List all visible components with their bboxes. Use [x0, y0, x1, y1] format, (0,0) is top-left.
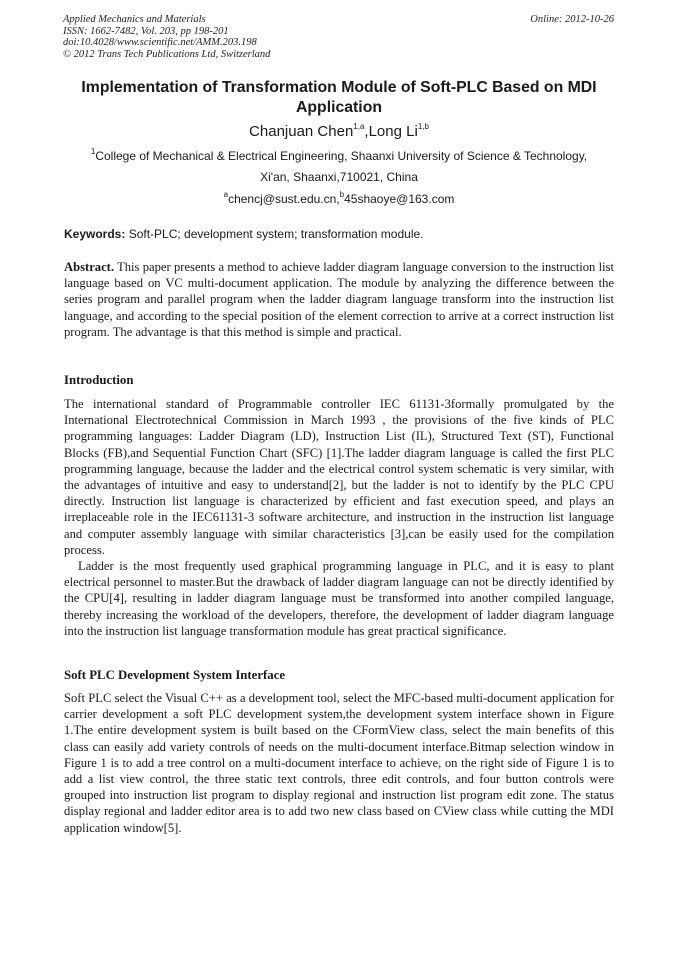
- author-line: [60, 122, 618, 142]
- section-heading-soft-plc: Soft PLC Development System Interface: [64, 668, 286, 682]
- keywords-label: Keywords:: [64, 227, 126, 241]
- journal-header: [63, 14, 270, 60]
- issn-line: ISSN: 1662-7482, Vol. 203, pp 198-201: [63, 25, 229, 37]
- copyright-line: © 2012 Trans Tech Publications Ltd, Switzerland: [63, 48, 271, 60]
- affiliation-line-1: College of Mechanical & Electrical Engineering, Shaanxi University of Science & Technology,: [95, 149, 588, 163]
- paragraph: The international standard of Programmable controller IEC 61131-3formally promulgated by the International Electrotechnical Commission in March 1993 , the provisions of the five kinds of PLC programming languages: Ladder Diagram (LD), Instruction List (IL), Structured Text (ST), Functional Blocks (FB),and Sequential Function Chart (SFC) [1].The ladder diagram language is called the first PLC programming language, because the ladder and the electrical control system schematic is very similar, with the advantages of intuitive and easy to understand[2], but the ladder is not to identify by the PLC CPU directly. Instruction list language is characterized by efficient and fast execution speed, and plays an irreplaceable role in the IEC61131-3 software architecture, and instruction in the instruction list language and computer assembly language with similar characteristics [3],can be easily used for the compilation process.: [64, 397, 614, 557]
- affiliation: [60, 146, 618, 188]
- journal-name: Applied Mechanics and Materials: [63, 14, 206, 25]
- introduction-body: [64, 396, 614, 639]
- doi-line: doi:10.4028/www.scientific.net/AMM.203.198: [63, 37, 257, 49]
- keywords-text: Soft-PLC; development system; transformation module.: [125, 227, 424, 241]
- abstract-text: This paper presents a method to achieve ladder diagram language conversion to the instruction list language based on VC multi-document application. The module by analyzing the difference between the series program and parallel program when the ladder diagram language transform into the instruction list language, and according to the special position of the element correction to arrive at a correct instruction list program. The advantage is that this method is simple and practical.: [64, 260, 614, 339]
- email-address: 45shaoye@163.com: [344, 192, 455, 206]
- author-name: Long Li: [368, 123, 418, 140]
- email-line: [60, 189, 618, 209]
- keywords: [64, 225, 616, 243]
- soft-plc-body: [64, 690, 614, 836]
- affiliation-superscript: 1: [90, 147, 96, 156]
- paragraph: Ladder is the most frequently used graphical programming language in PLC, and it is easy to plant electrical personnel to master.But the drawback of ladder diagram language can not be directly identified by the CPU[4], resulting in ladder diagram language must be transformed into another compiled language, thereby increasing the workload of the developers, therefore, the development of ladder diagram language into the instruction list language transformation module has great practical significance.: [64, 559, 614, 638]
- author-separator: ,: [364, 123, 369, 140]
- email-superscript: b: [339, 190, 345, 199]
- author-superscript: 1,b: [417, 122, 429, 131]
- email-superscript: a: [223, 190, 229, 199]
- author-name: Chanjuan Chen: [249, 123, 354, 140]
- online-date: Online: 2012-10-26: [530, 14, 614, 25]
- abstract-label: Abstract.: [64, 260, 115, 274]
- affiliation-line-2: Xi'an, Shaanxi,710021, China: [260, 170, 418, 184]
- paragraph: Soft PLC select the Visual C++ as a development tool, select the MFC-based multi-document application for carrier development a soft PLC development system,the development system interface shown in Figure 1.The entire development system is built based on the CFormView class, select the main benefits of this class can easily add variety controls of needs on the multi-document interface.Bitmap selection window in Figure 1 is to add a tree control on a multi-document interface to achieve, on the right side of Figure 1 is to add a list view control, the three static text controls, three edit controls, and four button controls were grouped into instruction list program to display regional and instruction list program edit zone. The status display regional and ladder editor area is to add two new class based on CView class while cutting the MDI application window[5].: [64, 691, 614, 835]
- paper-title: Implementation of Transformation Module of Soft-PLC Based on MDI Application: [81, 79, 597, 116]
- abstract: [64, 259, 614, 340]
- author-superscript: 1,a: [353, 122, 365, 131]
- email-address: chencj@sust.edu.cn,: [228, 192, 340, 206]
- section-heading-introduction: Introduction: [64, 373, 134, 387]
